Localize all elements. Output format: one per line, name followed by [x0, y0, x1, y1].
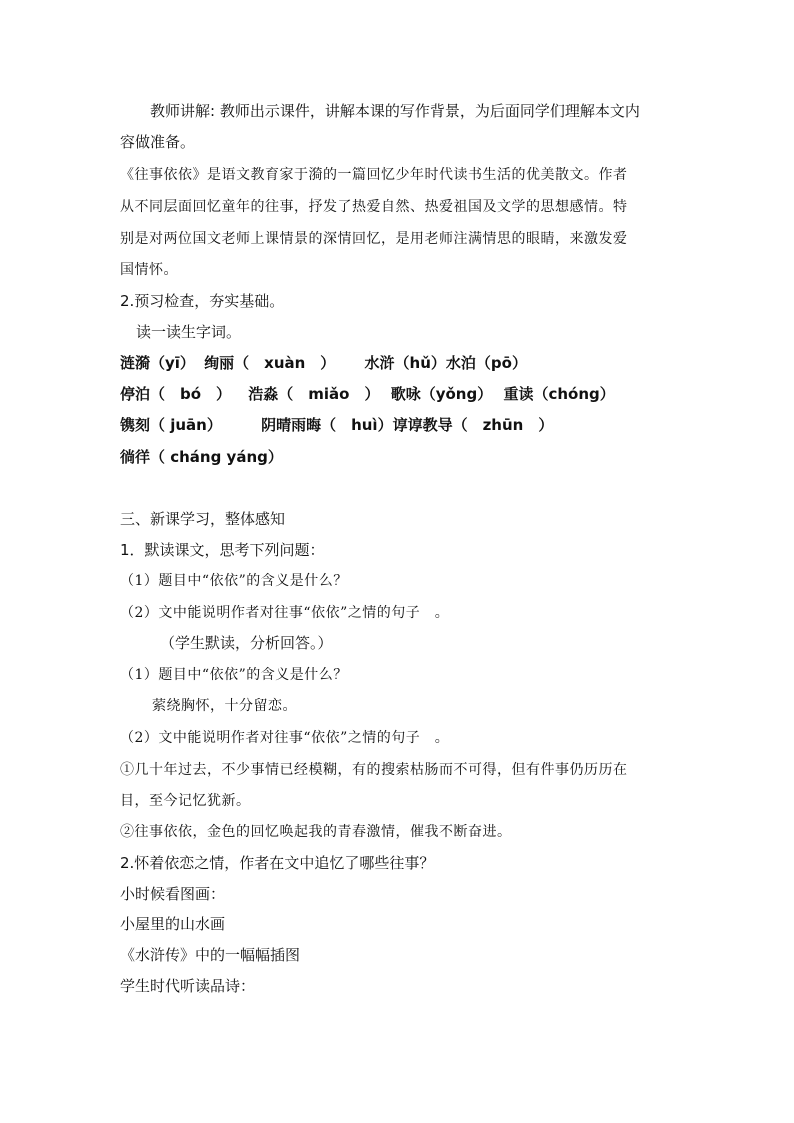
answer-2-item-1b: 目，至今记忆犹新。	[120, 793, 251, 809]
intro-line-1: 教师讲解: 教师出示课件，讲解本课的写作背景，为后面同学们理解本文内	[150, 102, 640, 120]
vocab-row-3	[120, 415, 553, 435]
question-1: （1）题目中“依依”的含义是什么？	[120, 573, 348, 589]
vocab-word: 水浒（hǔ）水泊（pō）	[364, 354, 527, 372]
vocab-word: 绚丽（ xuàn ）	[204, 354, 336, 372]
memory-item-4: 学生时代听读品诗：	[120, 977, 256, 995]
memory-item-2: 小屋里的山水画	[120, 915, 226, 933]
vocab-word: 镌刻（ juān）	[120, 416, 222, 434]
task-2: 2.怀着依恋之情，作者在文中追忆了哪些往事？	[120, 854, 435, 872]
question-2: （2）文中能说明作者对往事“依依”之情的句子 。	[120, 605, 450, 621]
memory-item-3: 《水浒传》中的一幅幅插图	[120, 946, 301, 964]
preview-heading: 2.预习检查，夯实基础。	[120, 292, 285, 310]
vocab-row-2	[120, 384, 615, 404]
vocab-row-1	[120, 353, 527, 373]
vocab-word: 阴晴雨晦（ huì）谆谆教导（ zhūn ）	[261, 416, 554, 434]
vocab-word: 歌咏（yǒng）	[390, 385, 493, 403]
background-line-3: 别是对两位国文老师上课情景的深情回忆，是用老师注满情思的眼睛，来激发爱	[120, 231, 628, 247]
background-line-4: 国情怀。	[120, 262, 178, 278]
vocab-word: 涟漪（yī）	[120, 354, 195, 372]
section-3-heading: 三、新课学习，整体感知	[120, 510, 286, 528]
preview-instruction: 读一读生字词。	[136, 323, 242, 341]
background-line-1: 《往事依依》是语文教育家于漪的一篇回忆少年时代读书生活的优美散文。作者	[120, 167, 628, 183]
vocab-word: 停泊（ bó ）	[120, 385, 232, 403]
answer-question-2: （2）文中能说明作者对往事“依依”之情的句子 。	[120, 730, 450, 746]
answer-1: 萦绕胸怀，十分留恋。	[152, 698, 297, 714]
vocab-word: 浩淼（ miǎo ）	[248, 385, 380, 403]
vocab-word: 徜徉（ cháng yáng）	[120, 448, 283, 466]
answer-question-1: （1）题目中“依依”的含义是什么？	[120, 667, 348, 683]
student-note: （学生默读，分析回答。）	[160, 634, 333, 652]
answer-2-item-2: ②往事依依，金色的回忆唤起我的青春激情，催我不断奋进。	[120, 824, 512, 840]
vocab-word: 重读（chóng）	[503, 385, 615, 403]
intro-line-2: 容做准备。	[120, 133, 196, 151]
background-line-2: 从不同层面回忆童年的往事，抒发了热爱自然、热爱祖国及文学的思想感情。特	[120, 199, 628, 215]
task-1: 1．默读课文，思考下列问题：	[120, 541, 325, 559]
memory-item-1: 小时候看图画：	[120, 885, 226, 903]
vocab-row-4	[120, 447, 283, 467]
answer-2-item-1a: ①几十年过去，不少事情已经模糊，有的搜索枯肠而不可得，但有件事仍历历在	[120, 762, 628, 778]
